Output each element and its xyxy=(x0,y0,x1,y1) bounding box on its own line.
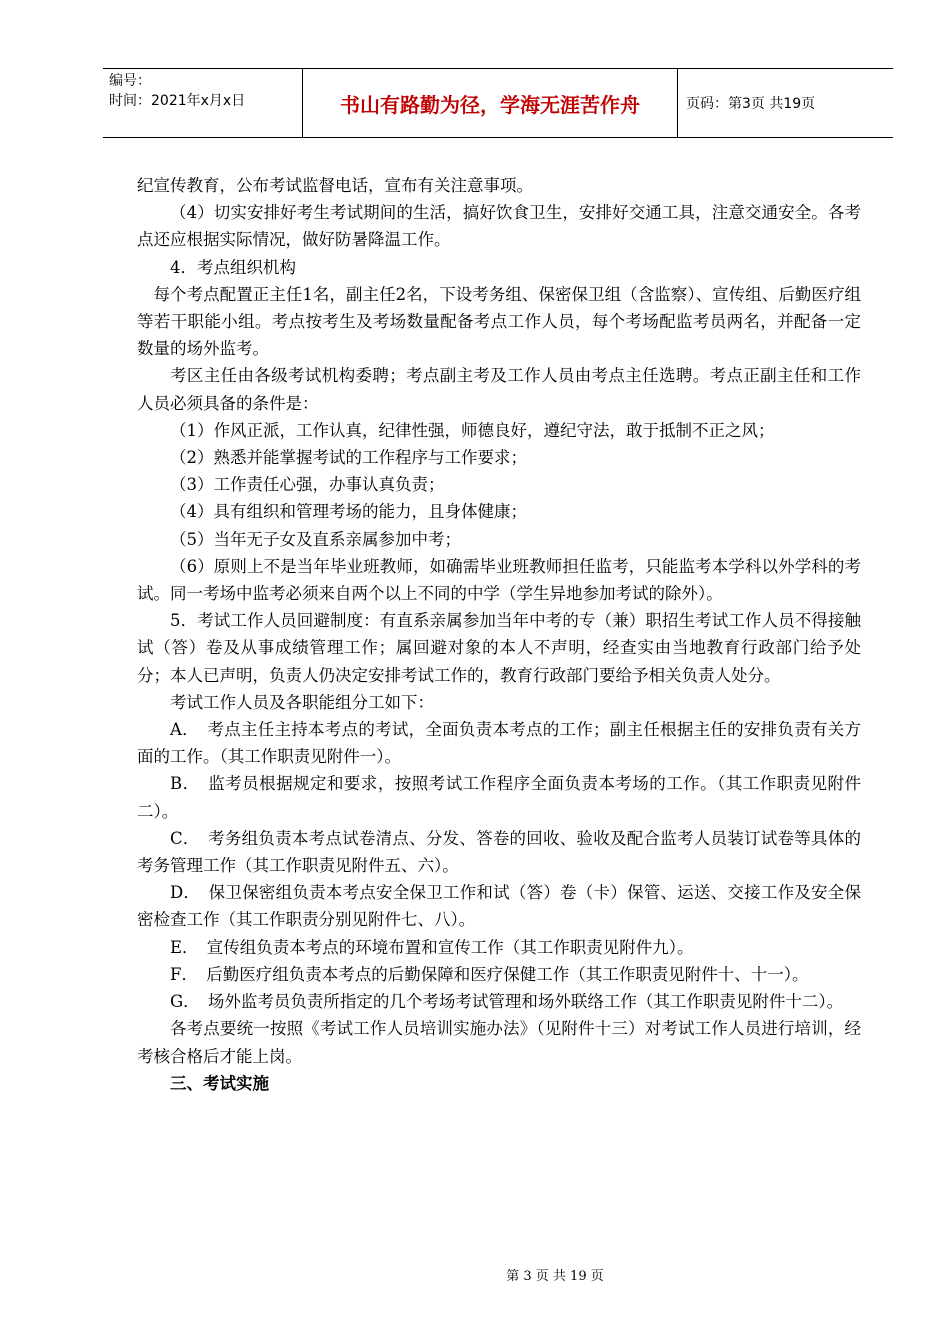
list-item: （1）作风正派，工作认真，纪律性强，师德良好，遵纪守法，敢于抵制不正之风； xyxy=(170,420,775,440)
list-item: E． 宣传组负责本考点的环境布置和宣传工作（其工作职责见附件九）。 xyxy=(170,937,694,957)
section-heading: 三、考试实施 xyxy=(170,1073,269,1093)
document-body xyxy=(137,172,861,1097)
header-meta xyxy=(103,69,303,137)
page-footer: 第 3 页 共 19 页 xyxy=(506,1269,604,1284)
list-item: B． 监考员根据规定和要求，按照考试工作程序全面负责本考场的工作。（其工作职责见附件二）。 xyxy=(137,774,861,821)
time-label: 时间：2021年x月x日 xyxy=(109,93,246,109)
list-item: （2）熟悉并能掌握考试的工作程序与工作要求； xyxy=(170,448,527,468)
paragraph: （4）切实安排好考生考试期间的生活，搞好饮食卫生，安排好交通工具，注意交通安全。各考点还应根据实际情况，做好防暑降温工作。 xyxy=(137,203,861,250)
paragraph: 纪宣传教育，公布考试监督电话，宣布有关注意事项。 xyxy=(137,176,533,195)
paragraph: 考区主任由各级考试机构委聘；考点副主考及工作人员由考点主任选聘。考点正副主任和工作人员必须具备的条件是： xyxy=(137,366,861,413)
paragraph: 5．考试工作人员回避制度：有直系亲属参加当年中考的专（兼）职招生考试工作人员不得接触试（答）卷及从事成绩管理工作；属回避对象的本人不声明，经查实由当地教育行政部门给予处分；本人已声明，负责人仍决定安排考试工作的，教育行政部门要给予相关负责人处分。 xyxy=(137,611,861,685)
section-heading: 4．考点组织机构 xyxy=(170,257,296,277)
list-item: G． 场外监考员负责所指定的几个考场考试管理和场外联络工作（其工作职责见附件十二）。 xyxy=(170,992,844,1012)
list-item: （4）具有组织和管理考场的能力，且身体健康； xyxy=(170,502,527,522)
list-item: D． 保卫保密组负责本考点安全保卫工作和试（答）卷（卡）保管、运送、交接工作及安全保密检查工作（其工作职责分别见附件七、八）。 xyxy=(137,883,861,930)
list-item: （3）工作责任心强，办事认真负责； xyxy=(170,475,445,495)
paragraph: 各考点要统一按照《考试工作人员培训实施办法》（见附件十三）对考试工作人员进行培训，经考核合格后才能上岗。 xyxy=(137,1019,861,1066)
list-item: C． 考务组负责本考点试卷清点、分发、答卷的回收、验收及配合监考人员装订试卷等具体的考务管理工作（其工作职责见附件五、六）。 xyxy=(137,828,861,876)
list-item: （5）当年无子女及直系亲属参加中考； xyxy=(170,529,461,549)
paragraph: 考试工作人员及各职能组分工如下： xyxy=(170,692,434,712)
list-item: A． 考点主任主持本考点的考试，全面负责本考点的工作；副主任根据主任的安排负责有关方面的工作。（其工作职责见附件一）。 xyxy=(137,720,861,767)
header-page-label: 页码：第3页 共19页 xyxy=(686,96,816,112)
list-item: F． 后勤医疗组负责本考点的后勤保障和医疗保健工作（其工作职责见附件十、十一）。 xyxy=(170,964,809,984)
header-motto: 书山有路勤为径，学海无涯苦作舟 xyxy=(303,69,678,137)
page-header xyxy=(103,68,893,138)
number-label: 编号： xyxy=(109,73,151,89)
list-item: （6）原则上不是当年毕业班教师，如确需毕业班教师担任监考，只能监考本学科以外学科的考试。同一考场中监考必须来自两个以上不同的中学（学生异地参加考试的除外）。 xyxy=(137,556,861,604)
paragraph: 每个考点配置正主任1名，副主任2名，下设考务组、保密保卫组（含监察）、宣传组、后勤医疗组等若干职能小组。考点按考生及考场数量配备考点工作人员，每个考场配监考员两名，并配备一定数量的场外监考。 xyxy=(137,284,861,359)
